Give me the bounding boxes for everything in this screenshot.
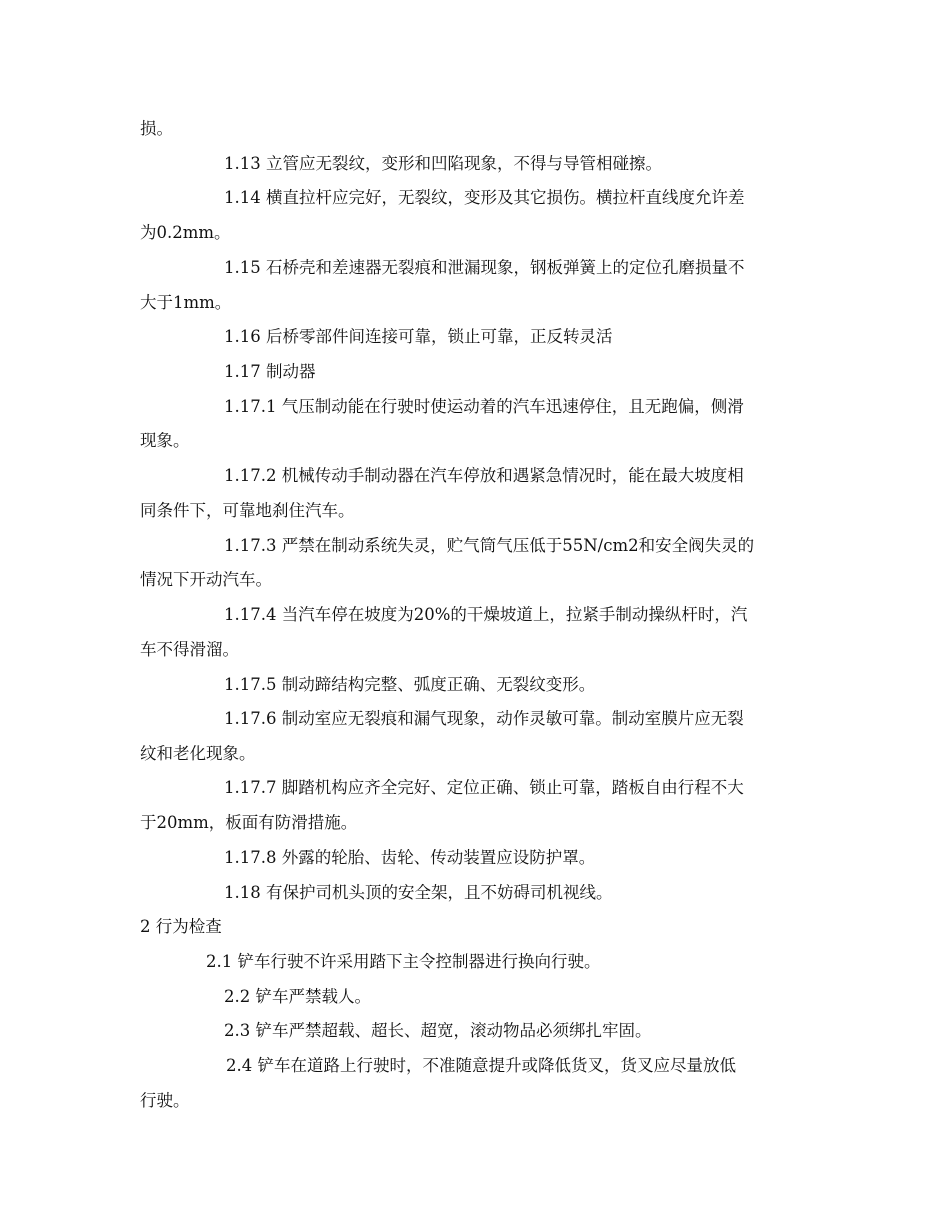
paragraph-1-17-7-line-1: 于20mm，板面有防滑措施。: [140, 813, 358, 832]
paragraph-1-16-line-0: 1.16 后桥零部件间连接可靠，锁止可靠，正反转灵活: [224, 327, 613, 346]
paragraph-1-17-1-line-1: 现象。: [140, 431, 190, 450]
paragraph-1-17-2-line-0: 1.17.2 机械传动手制动器在汽车停放和遇紧急情况时，能在最大坡度相: [224, 466, 744, 485]
paragraph-1-17-2-line-1: 同条件下，可靠地刹住汽车。: [140, 501, 355, 520]
paragraph-1-1-13-line-0: 1.13 立管应无裂纹，变形和凹陷现象，不得与导管相碰擦。: [224, 154, 662, 173]
paragraph-1-17-4-line-1: 车不得滑溜。: [140, 640, 239, 659]
paragraph-2-1-line-0: 2.1 铲车行驶不许采用踏下主令控制器进行换向行驶。: [206, 952, 601, 971]
paragraph-1-17-5-line-0: 1.17.5 制动蹄结构完整、弧度正确、无裂纹变形。: [224, 675, 596, 694]
paragraph-2-4-line-0: 2.4 铲车在道路上行驶时，不准随意提升或降低货叉，货叉应尽量放低: [226, 1056, 736, 1075]
paragraph-1-17-3-line-0: 1.17.3 严禁在制动系统失灵，贮气筒气压低于55N/cm2和安全阀失灵的: [224, 536, 755, 555]
paragraph-0-line-0: 损。: [140, 119, 173, 138]
paragraph-1-17-6-line-0: 1.17.6 制动室应无裂痕和漏气现象，动作灵敏可靠。制动室膜片应无裂: [224, 709, 744, 728]
paragraph-1-15-line-0: 1.15 石桥壳和差速器无裂痕和泄漏现象，钢板弹簧上的定位孔磨损量不: [224, 258, 745, 277]
paragraph-1-17-8-line-0: 1.17.8 外露的轮胎、齿轮、传动装置应设防护罩。: [224, 848, 596, 867]
paragraph-1-18-line-0: 1.18 有保护司机头顶的安全架，且不妨碍司机视线。: [224, 883, 613, 902]
paragraph-1-17-7-line-0: 1.17.7 脚踏机构应齐全完好、定位正确、锁止可靠，踏板自由行程不大: [224, 778, 744, 797]
paragraph-1-17-1-line-0: 1.17.1 气压制动能在行驶时使运动着的汽车迅速停住，且无跑偏，侧滑: [224, 397, 744, 416]
paragraph-1-14-line-0: 1.14 横直拉杆应完好，无裂纹，变形及其它损伤。横拉杆直线度允许差: [224, 188, 745, 207]
paragraph-1-17-line-0: 1.17 制动器: [224, 362, 316, 381]
paragraph-2-2-line-0: 2.2 铲车严禁载人。: [224, 987, 371, 1006]
section-heading-2: 2 行为检查: [140, 917, 222, 936]
paragraph-1-17-3-line-1: 情况下开动汽车。: [140, 570, 272, 589]
paragraph-2-3-line-0: 2.3 铲车严禁超载、超长、超宽，滚动物品必须绑扎牢固。: [224, 1021, 652, 1040]
paragraph-1-17-6-line-1: 纹和老化现象。: [140, 744, 256, 763]
paragraph-1-17-4-line-0: 1.17.4 当汽车停在坡度为20%的干燥坡道上，拉紧手制动操纵杆时，汽: [224, 605, 748, 624]
paragraph-2-4-line-1: 行驶。: [140, 1091, 190, 1110]
paragraph-1-15-line-1: 大于1mm。: [140, 293, 232, 312]
paragraph-1-14-line-1: 为0.2mm。: [140, 223, 231, 242]
